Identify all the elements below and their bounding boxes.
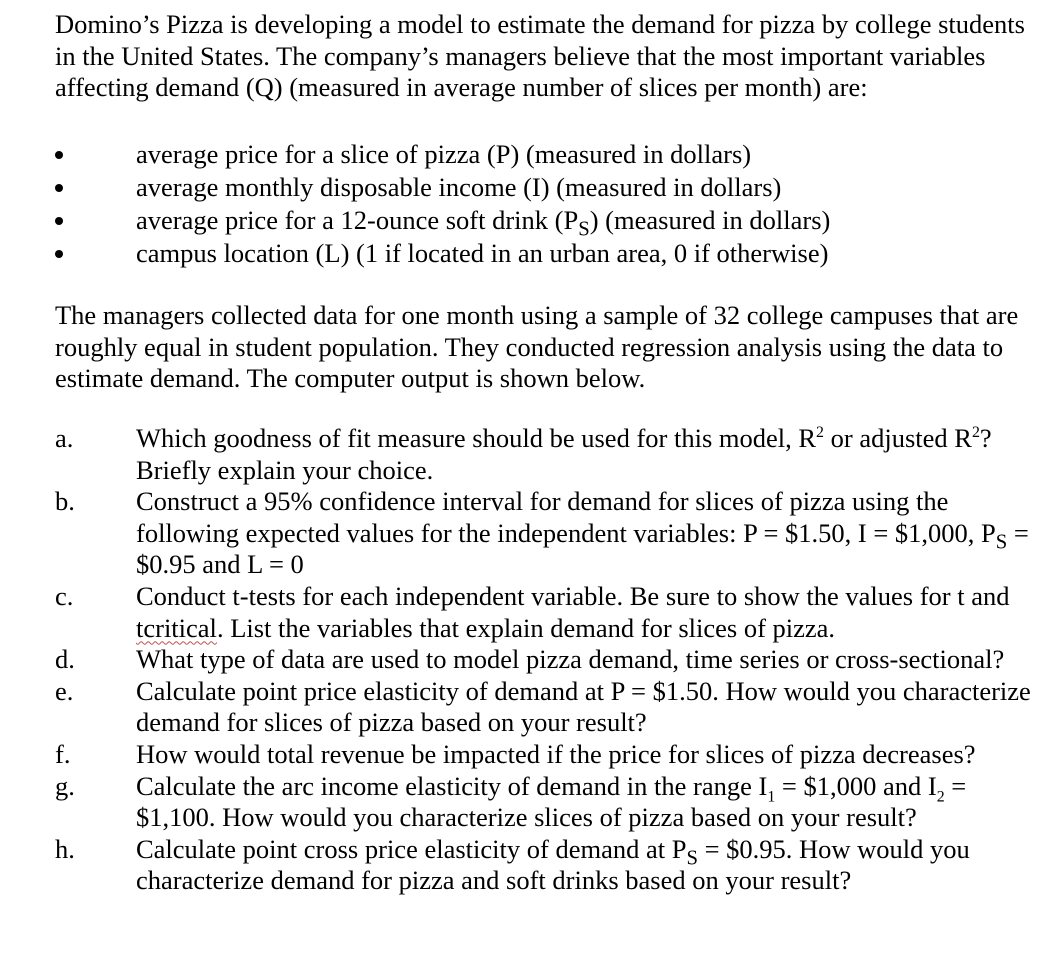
question-letter: g. [55, 770, 75, 801]
variable-text: average price for a 12-ounce soft drink $(P_S)$ (measured in dollars) [136, 205, 831, 241]
question-text: Which goodness of fit measure should be used for this model, $R^2$ or adjusted $R^2$? Briefly explain your choice. [136, 423, 992, 485]
list-item [0, 171, 1052, 204]
bullet-icon [55, 151, 63, 159]
question-d [0, 644, 1052, 676]
bullet-icon [55, 250, 63, 258]
data-description-paragraph: The managers collected data for one month using a sample of 32 college campuses that are roughly equal in student population. They conducted regression analysis using the data to estimate demand. The computer output is shown below. [55, 300, 1019, 393]
question-b [0, 486, 1052, 581]
question-text: What type of data are used to model pizza demand, time series or cross-sectional? [136, 644, 1005, 675]
list-item [0, 204, 1052, 241]
question-letter: e. [55, 675, 74, 706]
bullet-icon [55, 184, 63, 192]
list-item [0, 237, 1052, 270]
question-letter: a. [55, 423, 74, 453]
question-text: Conduct t-tests for each independent variable. Be sure to show the values for t and tcritical. List the variables that explain demand for slices of pizza. [136, 580, 1010, 643]
question-e [0, 676, 1052, 739]
question-text: Construct a 95% confidence interval for demand for slices of pizza using the following expected values for the independent variables: P = $1.50, I = $1,000, $P_S$ = $0.95 and L = 0 [136, 486, 1029, 580]
question-text: Calculate point cross price elasticity of demand at $P_S$ = $0.95. How would you characterize demand for pizza and soft drinks based on your result? [136, 833, 970, 896]
list-item [0, 138, 1052, 171]
spellcheck-underline: tcritical [136, 612, 217, 643]
question-letter: h. [55, 833, 75, 864]
variable-text: average monthly disposable income (I) (measured in dollars) [136, 172, 782, 202]
question-f [0, 739, 1052, 771]
question-text: Calculate point price elasticity of demand at P = $1.50. How would you characterize demand for slices of pizza based on your result? [136, 675, 1031, 738]
question-letter: c. [55, 580, 74, 611]
question-c [0, 581, 1052, 644]
question-text: How would total revenue be impacted if the price for slices of pizza decreases? [136, 738, 976, 769]
question-list [0, 423, 1052, 897]
question-text: Calculate the arc income elasticity of demand in the range $I_1$ = $1,000 and $I_2$ = $1,100. How would you characterize slices of pizza based on your result? [136, 770, 967, 833]
intro-paragraph: Domino’s Pizza is developing a model to estimate the demand for pizza by college students in the United States. The company’s managers believe that the most important variables affecting demand (Q) (measured in average number of slices per month) are: [55, 9, 1025, 102]
variable-list [0, 138, 1052, 270]
question-a [0, 423, 1052, 486]
question-letter: f. [55, 738, 71, 769]
question-letter: b. [55, 486, 75, 517]
question-g [0, 771, 1052, 834]
bullet-icon [55, 217, 63, 225]
variable-text: average price for a slice of pizza (P) (measured in dollars) [136, 139, 752, 169]
question-h [0, 834, 1052, 897]
question-letter: d. [55, 644, 75, 675]
variable-text: campus location (L) (1 if located in an urban area, 0 if otherwise) [136, 238, 829, 268]
